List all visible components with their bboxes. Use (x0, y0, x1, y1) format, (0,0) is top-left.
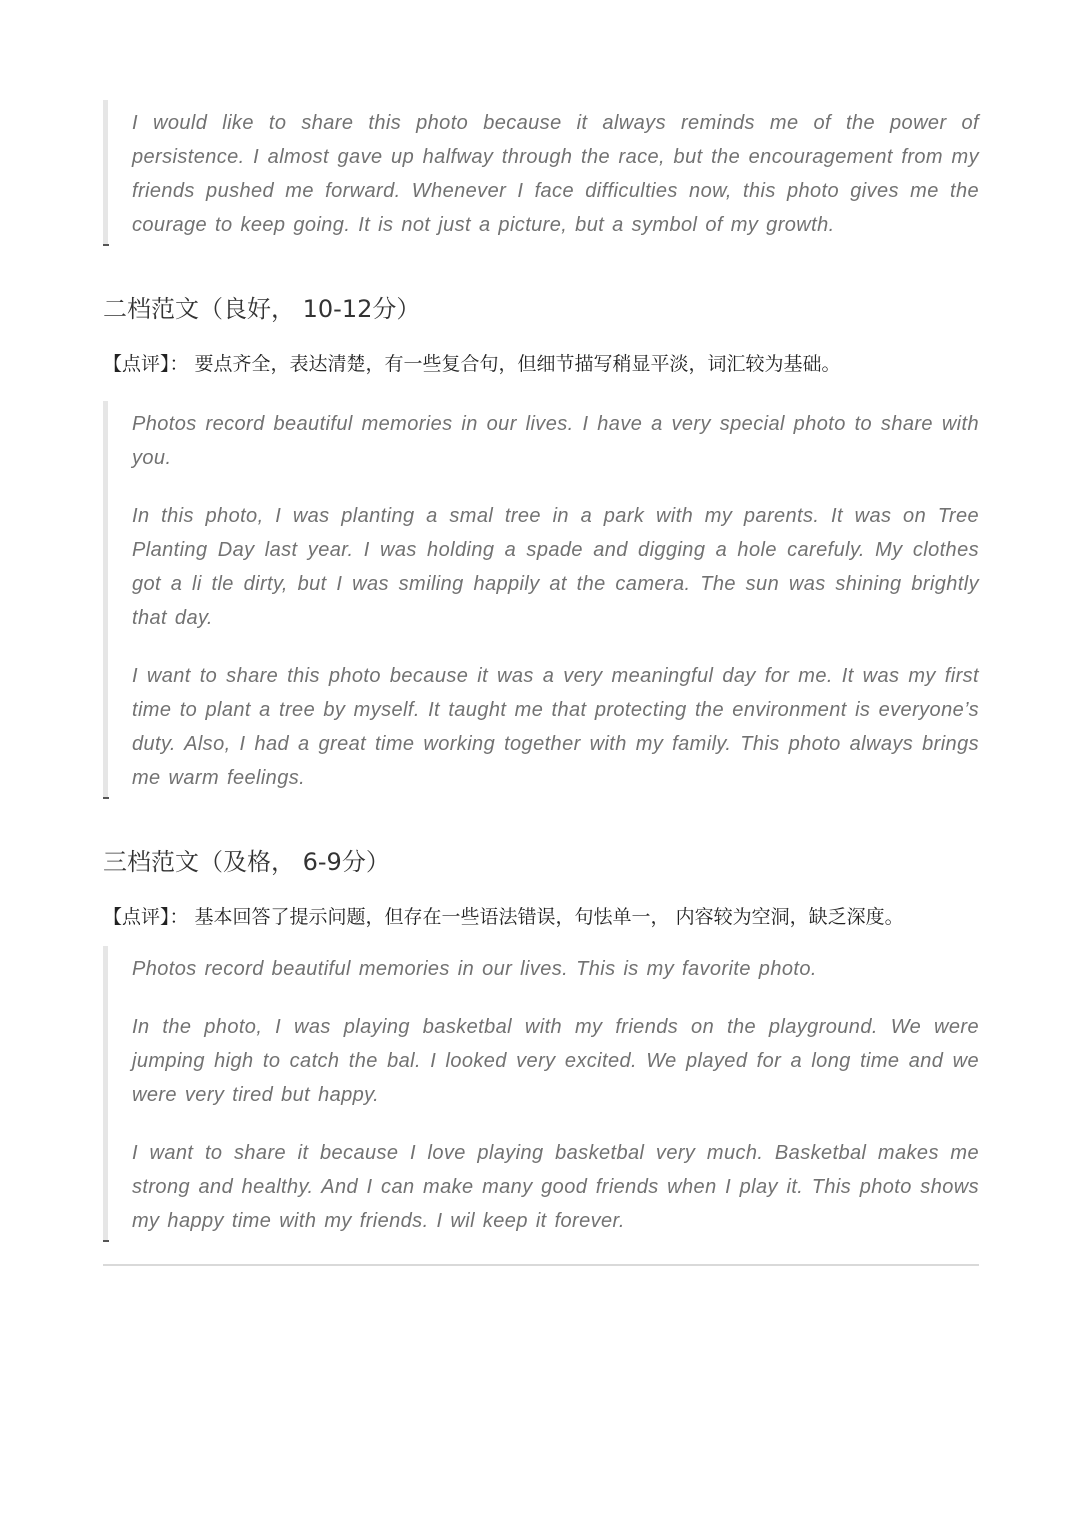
level2-heading: 二档范文（良好， 10-12分） (103, 295, 421, 323)
level2-essay-quote (103, 401, 979, 799)
level3-essay-quote (103, 946, 979, 1242)
level2-paragraph-3: I want to share this photo because it was a very meaningful day for me. It was my first time to plant a tree by myself. It taught me that protecting the environment is everyone’s duty. Also, I had a great time working together with my family. This photo always brings me warm feelings. (132, 665, 979, 789)
level2-comment: 【点评】： 要点齐全，表达清楚，有一些复合句，但细节描写稍显平淡，词汇较为基础。 (103, 353, 841, 375)
top-excerpt-paragraph: I would like to share this photo because it always reminds me of the power of persistence. I almost gave up halfway through the race, but the encouragement from my friends pushed me forward. Whenever I face difficulties now, this photo gives me the courage to keep going. It is not just a picture, but a symbol of my growth. (132, 112, 979, 236)
level3-paragraph-1: Photos record beautiful memories in our lives. This is my favorite photo. (132, 958, 817, 980)
top-excerpt-quote (103, 100, 979, 246)
level3-paragraph-2: In the photo, I was playing basketbal with my friends on the playground. We were jumping high to catch the bal. I looked very excited. We played for a long time and we were very tired but happy. (132, 1016, 979, 1106)
level2-paragraph-2: In this photo, I was planting a smal tree in a park with my parents. It was on Tree Planting Day last year. I was holding a spade and digging a hole carefuly. My clothes got a li tle dirty, but I was smiling happily at the camera. The sun was shining brightly that day. (132, 505, 979, 629)
level2-paragraph-1: Photos record beautiful memories in our lives. I have a very special photo to share with you. (132, 413, 979, 469)
level3-paragraph-3: I want to share it because I love playing basketbal very much. Basketbal makes me strong and healthy. And I can make many good friends when I play it. This photo shows my happy time with my friends. I wil keep it forever. (132, 1142, 979, 1232)
level3-comment: 【点评】： 基本回答了提示问题，但存在一些语法错误，句怯单一， 内容较为空洞，缺乏深度。 (103, 906, 904, 928)
level3-heading: 三档范文（及格， 6-9分） (103, 848, 390, 876)
document-page (103, 100, 979, 1266)
section-divider (103, 1264, 979, 1266)
